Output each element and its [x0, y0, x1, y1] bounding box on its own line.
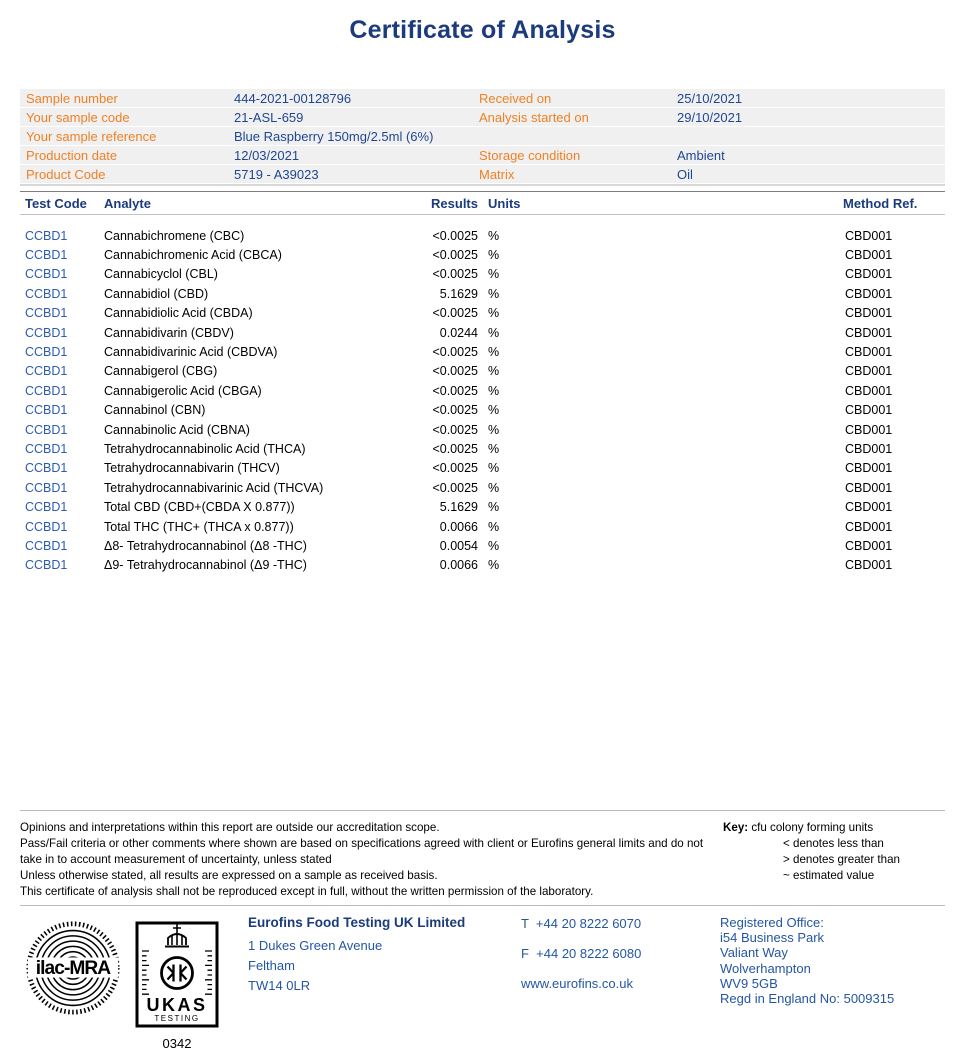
cell-units: % [488, 306, 500, 321]
ilac-mra-logo-icon [25, 920, 121, 1016]
table-row [20, 323, 945, 342]
cell-test-code: CCBD1 [25, 403, 68, 418]
header-method-ref: Method Ref. [843, 196, 918, 211]
info-value: Ambient [677, 147, 725, 163]
cell-result: <0.0025 [432, 422, 478, 437]
header-test-code: Test Code [25, 196, 87, 211]
cell-result: <0.0025 [432, 267, 478, 282]
cell-method-ref: CBD001 [845, 306, 893, 321]
key-item: > denotes greater than [783, 853, 900, 866]
table-row [20, 226, 945, 245]
cell-method-ref: CBD001 [845, 422, 893, 437]
registered-office-line: WV9 5GB [720, 975, 778, 991]
ukas-text: UKAS [146, 995, 208, 1015]
cell-result: <0.0025 [432, 364, 478, 379]
cell-method-ref: CBD001 [845, 364, 893, 379]
cell-test-code: CCBD1 [25, 286, 68, 301]
cell-units: % [488, 345, 500, 360]
cell-units: % [488, 267, 500, 282]
table-row [20, 478, 945, 497]
key-label: Key: [723, 821, 749, 834]
disclaimer-line: take in to account measurement of uncertainty, unless stated [20, 853, 332, 866]
table-row [20, 284, 945, 303]
page-title: Certificate of Analysis [349, 16, 616, 44]
cell-test-code: CCBD1 [25, 480, 68, 495]
header-units: Units [488, 196, 521, 211]
table-row [20, 342, 945, 361]
cell-result: <0.0025 [432, 345, 478, 360]
cell-analyte: Cannabidiol (CBD) [104, 286, 209, 301]
table-row [20, 556, 945, 575]
disclaimer-line: Opinions and interpretations within this report are outside our accreditation scope. [20, 821, 440, 834]
cell-result: <0.0025 [432, 248, 478, 263]
info-label: Storage condition [479, 147, 581, 163]
header-analyte: Analyte [104, 196, 151, 211]
disclaimer-line: Unless otherwise stated, all results are expressed on a sample as received basis. [20, 869, 438, 882]
company-block [248, 915, 465, 996]
key-first-item: cfu colony forming units [751, 821, 874, 834]
table-row [20, 401, 945, 420]
cell-result: <0.0025 [432, 461, 478, 476]
cell-test-code: CCBD1 [25, 441, 68, 456]
cell-units: % [488, 422, 500, 437]
cell-method-ref: CBD001 [845, 403, 893, 418]
disclaimer-text [20, 820, 718, 900]
info-value: 21-ASL-659 [234, 109, 304, 125]
cell-result: 5.1629 [439, 286, 478, 301]
cell-method-ref: CBD001 [845, 228, 893, 243]
cell-units: % [488, 403, 500, 418]
cell-test-code: CCBD1 [25, 422, 68, 437]
cell-analyte: Cannabichromenic Acid (CBCA) [104, 248, 282, 263]
cell-analyte: Cannabidiolic Acid (CBDA) [104, 306, 253, 321]
cell-analyte: Total CBD (CBD+(CBDA X 0.877)) [104, 500, 295, 515]
ukas-symbol-left [168, 965, 174, 982]
cell-units: % [488, 286, 500, 301]
registered-office-line: Registered Office: [720, 915, 824, 930]
info-label: Received on [479, 90, 552, 106]
cell-result: <0.0025 [432, 228, 478, 243]
cell-test-code: CCBD1 [25, 248, 68, 263]
cell-test-code: CCBD1 [25, 538, 68, 553]
cell-units: % [488, 364, 500, 379]
cell-test-code: CCBD1 [25, 306, 68, 321]
cell-result: 0.0054 [439, 538, 478, 553]
info-label: Sample number [26, 90, 118, 106]
company-address-line: Feltham [248, 958, 295, 973]
cell-method-ref: CBD001 [845, 325, 893, 340]
ilac-mra-text: ilac-MRA [35, 957, 111, 979]
table-row [20, 381, 945, 400]
cell-method-ref: CBD001 [845, 383, 893, 398]
cell-units: % [488, 480, 500, 495]
ukas-subtext: TESTING [154, 1014, 200, 1023]
results-table-body [20, 226, 945, 575]
cell-test-code: CCBD1 [25, 461, 68, 476]
results-table-header [20, 191, 945, 215]
info-label: Production date [26, 147, 118, 163]
cell-result: 0.0066 [439, 519, 478, 534]
cell-units: % [488, 441, 500, 456]
website-link[interactable]: www.eurofins.co.uk [521, 976, 633, 991]
info-value: 29/10/2021 [677, 109, 743, 125]
ukas-logo-block [135, 921, 219, 1051]
table-row [20, 497, 945, 516]
cell-test-code: CCBD1 [25, 364, 68, 379]
cell-method-ref: CBD001 [845, 519, 893, 534]
company-name: Eurofins Food Testing UK Limited [248, 915, 466, 930]
cell-result: 5.1629 [439, 500, 478, 515]
disclaimer-line: This certificate of analysis shall not be reproduced except in full, without the written permission of the laboratory. [20, 885, 594, 898]
sample-info-row [20, 89, 945, 107]
info-value: 444-2021-00128796 [234, 90, 352, 106]
cell-analyte: Cannabichromene (CBC) [104, 228, 245, 243]
registered-office-line: Valiant Way [720, 945, 788, 961]
table-row [20, 517, 945, 536]
cell-units: % [488, 228, 500, 243]
cell-analyte: Cannabidivarin (CBDV) [104, 325, 234, 340]
cell-method-ref: CBD001 [845, 248, 893, 263]
cell-analyte: Tetrahydrocannabivarin (THCV) [104, 461, 280, 476]
info-value: Oil [677, 166, 693, 182]
cell-units: % [488, 461, 500, 476]
cell-analyte: Cannabigerolic Acid (CBGA) [104, 383, 262, 398]
sample-info-row [20, 127, 945, 145]
cell-analyte: Cannabinol (CBN) [104, 403, 206, 418]
sample-info-block [20, 89, 945, 186]
cell-analyte: Cannabinolic Acid (CBNA) [104, 422, 250, 437]
header-results: Results [431, 196, 478, 211]
cell-analyte: Tetrahydrocannabinolic Acid (THCA) [104, 441, 306, 456]
crown-icon [165, 924, 189, 947]
info-value: 25/10/2021 [677, 90, 743, 106]
key-first-line [723, 820, 945, 836]
ukas-left-ticks [142, 951, 149, 994]
cell-method-ref: CBD001 [845, 500, 893, 515]
cell-units: % [488, 383, 500, 398]
cell-method-ref: CBD001 [845, 538, 893, 553]
table-row [20, 420, 945, 439]
table-row [20, 265, 945, 284]
cell-result: 0.0244 [439, 325, 478, 340]
cell-units: % [488, 248, 500, 263]
table-row [20, 459, 945, 478]
company-address-line: TW14 0LR [248, 978, 311, 993]
cell-method-ref: CBD001 [845, 267, 893, 282]
cell-method-ref: CBD001 [845, 345, 893, 360]
cell-units: % [488, 519, 500, 534]
table-row [20, 439, 945, 458]
cell-result: <0.0025 [432, 306, 478, 321]
cell-analyte: Cannabidivarinic Acid (CBDVA) [104, 345, 278, 360]
cell-result: <0.0025 [432, 383, 478, 398]
ukas-logo-icon [135, 921, 219, 1028]
table-row [20, 536, 945, 555]
info-label: Product Code [26, 166, 106, 182]
cell-test-code: CCBD1 [25, 228, 68, 243]
cell-result: <0.0025 [432, 480, 478, 495]
ukas-symbol-right [181, 965, 187, 982]
cell-units: % [488, 325, 500, 340]
cell-analyte: Cannabigerol (CBG) [104, 364, 218, 379]
cell-analyte: Cannabicyclol (CBL) [104, 267, 218, 282]
cell-analyte: Δ9- Tetrahydrocannabinol (Δ9 -THC) [104, 558, 307, 573]
info-label: Matrix [479, 166, 515, 182]
cell-result: <0.0025 [432, 441, 478, 456]
ukas-accreditation-number: 0342 [162, 1036, 192, 1051]
info-value: Blue Raspberry 150mg/2.5ml (6%) [234, 128, 434, 144]
sample-info-row [20, 108, 945, 126]
cell-units: % [488, 558, 500, 573]
disclaimer-section [20, 810, 945, 900]
registered-office-line: Wolverhampton [720, 960, 811, 976]
cell-method-ref: CBD001 [845, 558, 893, 573]
sample-info-row [20, 165, 945, 183]
info-label: Your sample reference [26, 128, 157, 144]
cell-test-code: CCBD1 [25, 519, 68, 534]
ukas-right-ticks [205, 951, 212, 994]
cell-test-code: CCBD1 [25, 500, 68, 515]
key-item: < denotes less than [783, 837, 884, 850]
cell-method-ref: CBD001 [845, 441, 893, 456]
cell-method-ref: CBD001 [845, 286, 893, 301]
info-label: Analysis started on [479, 109, 589, 125]
registered-office-line: Regd in England No: 5009315 [720, 991, 895, 1007]
company-address [248, 936, 465, 996]
fax-number: F +44 20 8222 6080 [521, 946, 642, 961]
table-row [20, 362, 945, 381]
cell-result: 0.0066 [439, 558, 478, 573]
info-value: 12/03/2021 [234, 147, 300, 163]
info-label: Your sample code [26, 109, 130, 125]
cell-test-code: CCBD1 [25, 345, 68, 360]
footer-section [20, 905, 945, 1053]
sample-info-row [20, 146, 945, 164]
cell-method-ref: CBD001 [845, 461, 893, 476]
cell-units: % [488, 538, 500, 553]
cell-result: <0.0025 [432, 403, 478, 418]
cell-analyte: Δ8- Tetrahydrocannabinol (Δ8 -THC) [104, 538, 307, 553]
registered-office-block [720, 915, 894, 1006]
table-row [20, 304, 945, 323]
cell-method-ref: CBD001 [845, 480, 893, 495]
contact-block [521, 915, 641, 1005]
cell-analyte: Tetrahydrocannabivarinic Acid (THCVA) [104, 480, 324, 495]
key-item: ~ estimated value [783, 869, 875, 882]
table-row [20, 245, 945, 264]
cell-analyte: Total THC (THC+ (THCA x 0.877)) [104, 519, 294, 534]
key-block [718, 820, 945, 900]
phone-number: T +44 20 8222 6070 [521, 916, 642, 931]
info-value: 5719 - A39023 [234, 166, 319, 182]
cell-test-code: CCBD1 [25, 383, 68, 398]
cell-units: % [488, 500, 500, 515]
cell-test-code: CCBD1 [25, 325, 68, 340]
disclaimer-line: Pass/Fail criteria or other comments where shown are based on specifications agreed with client or Eurofins general limits and do not [20, 837, 704, 850]
cell-test-code: CCBD1 [25, 267, 68, 282]
cell-test-code: CCBD1 [25, 558, 68, 573]
company-address-line: 1 Dukes Green Avenue [248, 938, 383, 953]
registered-office-line: i54 Business Park [720, 930, 825, 946]
